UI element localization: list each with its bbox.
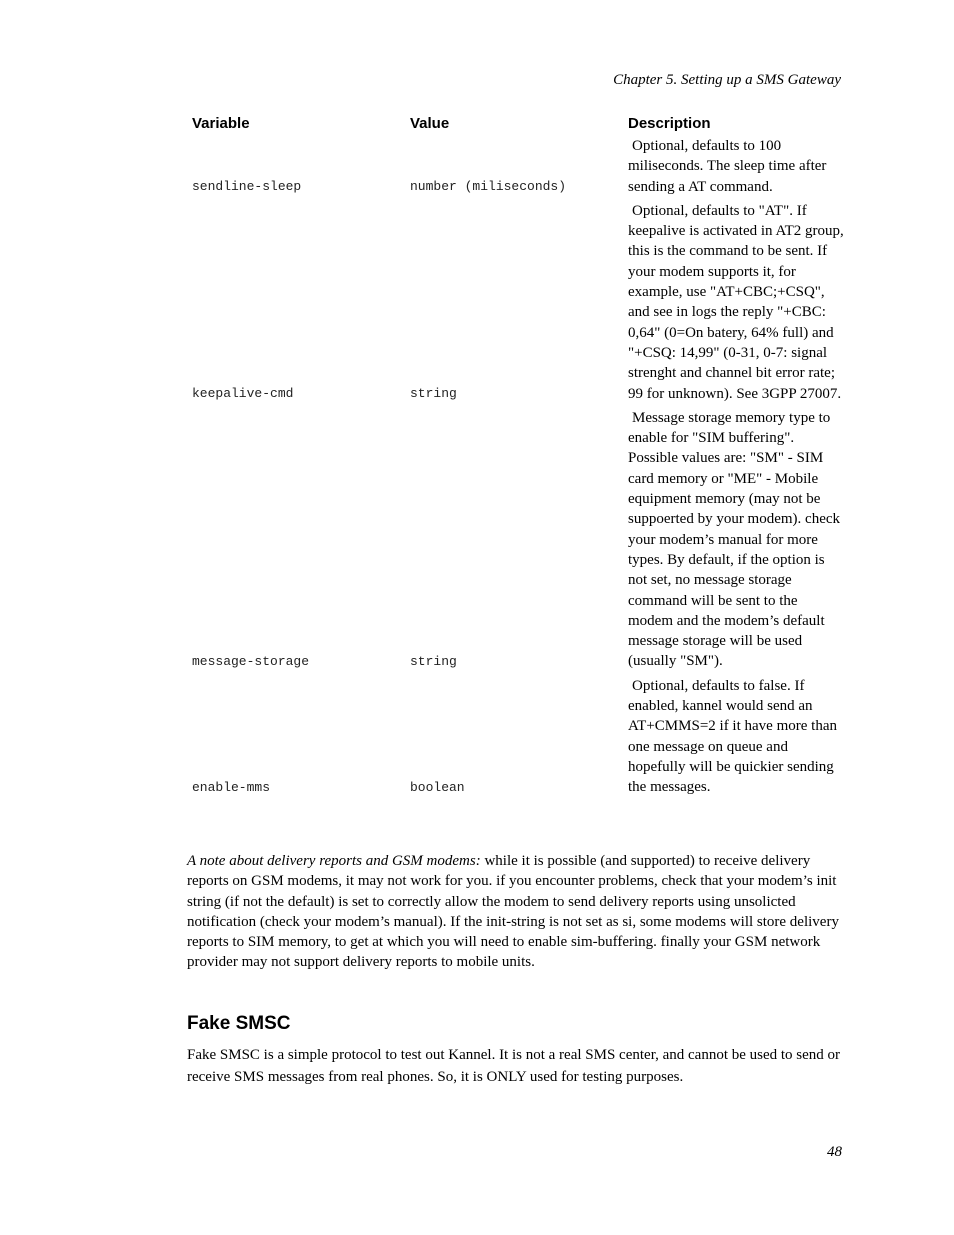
page-number: 48 [827,1144,842,1160]
chapter-header: Chapter 5. Setting up a SMS Gateway [613,72,841,88]
variables-table [188,112,848,800]
value-cell: string [410,385,457,401]
variable-cell: keepalive-cmd [192,385,294,401]
table-row [188,134,848,199]
description-cell: Optional, defaults to 100 miliseconds. The sleep time after sending a AT command. [628,138,827,195]
variable-cell: message-storage [192,653,310,669]
section-title: Fake SMSC [187,1013,291,1034]
table-row [188,674,848,800]
table-row [188,406,848,674]
variable-cell: sendline-sleep [192,178,302,194]
description-cell: Optional, defaults to "AT". If keepalive is activated in AT2 group, this is the command to be sent. If your modem supports it, for example, use "AT+CBC;+CSQ", and see in logs the reply "+CBC: 0,64" (0=On batery, 64% full) and "+CSQ: 14,99" (0-31, 0-7: signal strenght and channel bit error rate; 99 for unknown). See 3GPP 27007. [628,202,844,402]
table-header-row [188,112,848,134]
section-paragraph: Fake SMSC is a simple protocol to test out Kannel. It is not a real SMS center, and cannot be used to send or receive SMS messages from real phones. So, it is ONLY used for testing purposes. [187,1047,841,1085]
variable-cell: enable-mms [192,779,271,795]
delivery-reports-note [187,851,847,973]
description-cell: Message storage memory type to enable for "SIM buffering". Possible values are: "SM" - SIM card memory or "ME" - Mobile equipment memory (may not be suppoerted by your modem). check your modem’s manual for more types. By default, if the option is not set, no message storage command will be sent to the modem and the modem’s default message storage will be used (usually "SM"). [628,409,841,670]
note-body: while it is possible (and supported) to receive delivery reports on GSM modems, it may not work for you. if you encounter problems, check that your modem’s init string (if not the default) is set to correctly allow the modem to send delivery reports using unsolicted notification (check your modem’s manual). If the init-string is not set as si, some modems will store delivery reports to SIM memory, to get at which you will need to enable sim-buffering. finally your GSM network provider may not support delivery reports to mobile units. [187,853,839,971]
description-cell: Optional, defaults to false. If enabled, kannel would send an AT+CMMS=2 if it have more than one message on queue and hopefully will be quickier sending the messages. [628,677,837,796]
table-row [188,199,848,406]
value-cell: number (miliseconds) [410,178,567,194]
column-header-description: Description [628,115,711,132]
column-header-variable: Variable [192,115,250,132]
value-cell: string [410,653,457,669]
column-header-value: Value [410,115,450,132]
note-lead: A note about delivery reports and GSM modems: [187,853,481,869]
value-cell: boolean [410,779,465,795]
